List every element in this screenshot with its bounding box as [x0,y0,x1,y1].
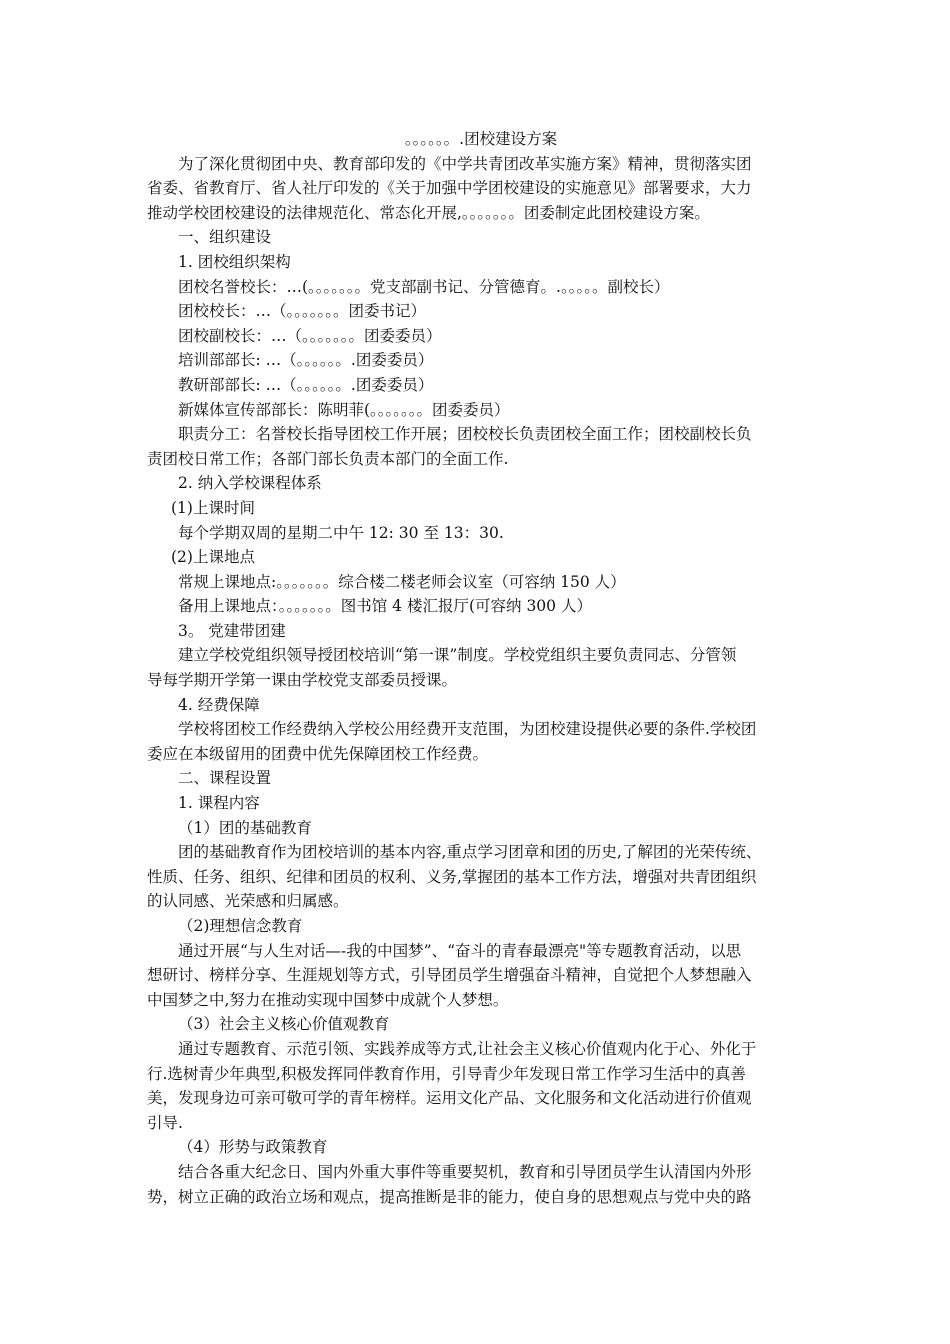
paragraph-line: 每个学期双周的星期二中午 12: 30 至 13：30. [178,523,504,542]
paragraph-line: 教研部部长: …（。。。。。。.团委委员） [178,375,434,394]
paragraph-line: 结合各重大纪念日、国内外重大事件等重要契机，教育和引导团员学生认清国内外形 [178,1162,752,1181]
paragraph-line: 常规上课地点:。。。。。。。综合楼二楼老师会议室（可容纳 150 人） [178,572,626,591]
item-heading: （4）形势与政策教育 [178,1138,328,1157]
paragraph-line: 通过专题教育、示范引领、实践养成等方式,让社会主义核心价值观内化于心、外化于 [178,1039,757,1058]
document-title: 。。。。。。.团校建设方案 [404,130,558,148]
paragraph-line: 学校将团校工作经费纳入学校公用经费开支范围，为团校建设提供必要的条件.学校团 [178,720,757,739]
paragraph-line: 中国梦之中,努力在推动实现中国梦中成就个人梦想。 [147,990,509,1009]
paragraph-line: 行.选树青少年典型,积极发挥同伴教育作用，引导青少年发现日常工作学习生活中的真善 [147,1064,746,1083]
paragraph-line: 性质、任务、组织、纪律和团员的权利、义务,掌握团的基本工作方法，增强对共青团组织 [147,867,757,886]
paragraph-line: 通过开展“与人生对话—-我的中国梦”、“奋斗的青春最漂亮"等专题教育活动，以思 [178,941,742,960]
paragraph-line: 省委、省教育厅、省人社厅印发的《关于加强中学团校建设的实施意见》部署要求，大力 [147,179,752,198]
paragraph-line: 建立学校党组织领导授团校培训“第一课”制度。学校党组织主要负责同志、分管领 [178,646,737,665]
paragraph-line: 为了深化贯彻团中央、教育部印发的《中学共青团改革实施方案》精神，贯彻落实团 [178,154,752,173]
paragraph-line: 的认同感、光荣感和归属感。 [147,892,349,911]
item-heading: (1)上课时间 [171,498,255,517]
paragraph-line: 团的基础教育作为团校培训的基本内容,重点学习团章和团的历史,了解团的光荣传统、 [178,843,762,862]
paragraph-line: 势，树立正确的政治立场和观点，提高推断是非的能力，使自身的思想观点与党中央的路 [147,1187,752,1206]
subsection-heading: 3。 党建带团建 [178,621,286,640]
document-body [147,127,815,1209]
section-heading: 一、组织建设 [178,228,272,247]
paragraph-line: 团校副校长：…（。。。。。。。团委委员） [178,326,442,345]
item-heading: （3）社会主义核心价值观教育 [178,1015,390,1034]
subsection-heading: 1. 团校组织架构 [178,252,291,271]
paragraph-line: 想研讨、榜样分享、生涯规划等方式，引导团员学生增强奋斗精神，自觉把个人梦想融入 [147,966,752,985]
paragraph-line: 责团校日常工作；各部门部长负责本部门的全面工作. [147,449,509,468]
paragraph-line: 导每学期开学第一课由学校党支部委员授课。 [147,671,458,690]
item-heading: (2)上课地点 [171,548,255,567]
subsection-heading: 4. 经费保障 [178,695,260,714]
item-heading: （1）团的基础教育 [178,818,312,837]
paragraph-line: 职责分工：名誉校长指导团校工作开展；团校校长负责团校全面工作；团校副校长负 [178,425,752,444]
paragraph-line: 美，发现身边可亲可敬可学的青年榜样。运用文化产品、文化服务和文化活动进行价值观 [147,1089,752,1108]
subsection-heading: 1. 课程内容 [178,794,260,813]
paragraph-line: 新媒体宣传部部长：陈明菲(。。。。。。。团委委员） [178,400,510,419]
paragraph-line: 引导. [147,1113,183,1132]
item-heading: （2)理想信念教育 [178,917,303,935]
section-heading: 二、课程设置 [178,769,272,788]
paragraph-line: 委应在本级留用的团费中优先保障团校工作经费。 [147,744,489,763]
subsection-heading: 2. 纳入学校课程体系 [178,474,322,493]
paragraph-line: 备用上课地点：。。。。。。。图书馆 4 楼汇报厅(可容纳 300 人） [178,597,592,616]
paragraph-line: 推动学校团校建设的法律规范化、常态化开展,。。。。。。。团委制定此团校建设方案。 [147,203,710,222]
paragraph-line: 团校校长：…（。。。。。。。团委书记） [178,302,427,321]
paragraph-line: 培训部部长: …（。。。。。。.团委委员） [178,351,434,370]
paragraph-line: 团校名誉校长：…(。。。。。。。党支部副书记、分管德育。.。。。。。副校长） [178,277,670,296]
